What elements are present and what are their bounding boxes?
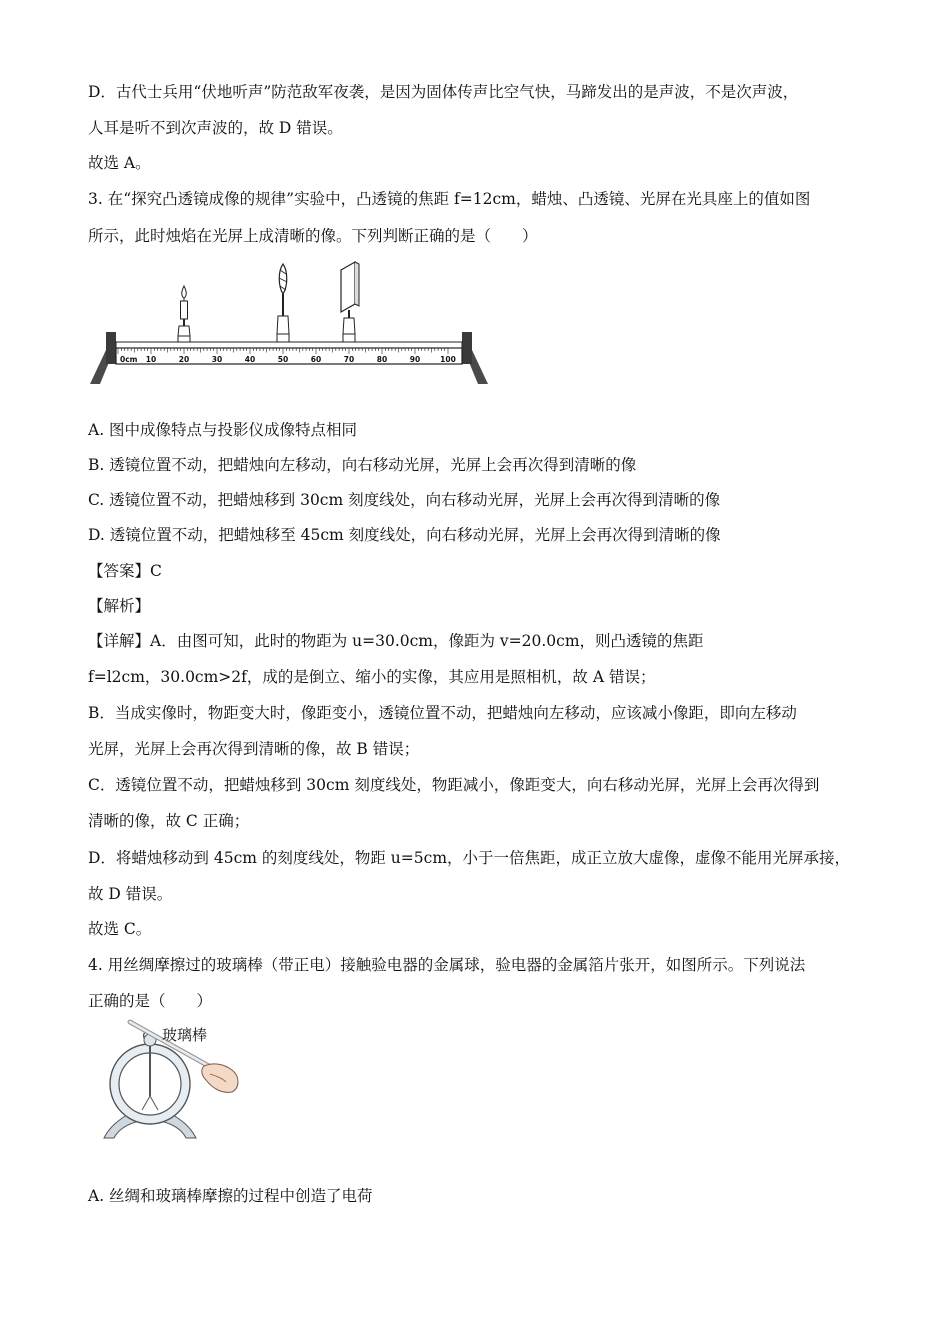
ruler-tick-label: 80	[376, 355, 388, 364]
q4-stem-line2: 正确的是（ ）	[88, 992, 213, 1010]
q3-option-c: C. 透镜位置不动，把蜡烛移到 30cm 刻度线处，向右移动光屏，光屏上会再次得到清晰的像	[88, 491, 721, 509]
q3-option-b: B. 透镜位置不动，把蜡烛向左移动，向右移动光屏，光屏上会再次得到清晰的像	[88, 456, 637, 474]
ruler-tick-label: 90	[409, 355, 421, 364]
q4-stem-line1: 4. 用丝绸摩擦过的玻璃棒（带正电）接触验电器的金属球，验电器的金属箔片张开，如图所示。下列说法	[88, 956, 806, 974]
optical-bench-figure	[86, 256, 492, 390]
q3-explain-d-line1: D．将蜡烛移动到 45cm 的刻度线处，物距 u=5cm，小于一倍焦距，成正立放大虚像，虚像不能用光屏承接，	[88, 849, 851, 867]
rail-top	[116, 342, 462, 348]
q3-analysis-label: 【解析】	[88, 597, 151, 615]
ruler-tick-label: 40	[244, 355, 256, 364]
ruler-tick-label: 50	[277, 355, 289, 364]
q3-explain-c-line2: 清晰的像，故 C 正确；	[88, 812, 250, 830]
q3-explain-d-line2: 故 D 错误。	[88, 885, 173, 903]
q3-stem-line2: 所示，此时烛焰在光屏上成清晰的像。下列判断正确的是（ ）	[88, 227, 538, 245]
q3-answer-choice: 故选 C。	[88, 920, 152, 938]
q2-option-d-line1: D．古代士兵用“伏地听声”防范敌军夜袭，是因为固体传声比空气快，马蹄发出的是声波，不是次声波，	[88, 83, 799, 101]
ruler-tick-label: 30	[211, 355, 223, 364]
convex-lens	[277, 264, 289, 342]
ruler-tick-label: 100	[440, 355, 456, 364]
q3-explain-b-line1: B．当成实像时，物距变大时，像距变小，透镜位置不动，把蜡烛向左移动，应该减小像距，即向左移动	[88, 704, 797, 722]
q2-option-d-line2: 人耳是听不到次声波的，故 D 错误。	[88, 119, 343, 137]
ruler-tick-label: 20	[178, 355, 190, 364]
q3-stem-line1: 3. 在“探究凸透镜成像的规律”实验中，凸透镜的焦距 f=12cm，蜡烛、凸透镜、光屏在光具座上的值如图	[88, 190, 811, 208]
q3-explain-a-line2: f=l2cm，30.0cm>2f，成的是倒立、缩小的实像，其应用是照相机，故 A 错误；	[88, 668, 656, 686]
q3-option-a: A. 图中成像特点与投影仪成像特点相同	[88, 421, 358, 439]
electroscope-figure	[84, 1018, 244, 1162]
glass-rod-label: 玻璃棒	[162, 1026, 208, 1044]
q3-explain-b-line2: 光屏，光屏上会再次得到清晰的像，故 B 错误；	[88, 740, 420, 758]
q3-option-d: D. 透镜位置不动，把蜡烛移至 45cm 刻度线处，向右移动光屏，光屏上会再次得到清晰的像	[88, 526, 721, 544]
left-end-post	[106, 332, 116, 364]
q3-answer: 【答案】C	[88, 562, 162, 580]
right-end-post	[462, 332, 472, 364]
ruler-tick-label: 60	[310, 355, 322, 364]
q4-option-a: A. 丝绸和玻璃棒摩擦的过程中创造了电荷	[88, 1187, 373, 1205]
q3-explain-a-line1: 【详解】A．由图可知，此时的物距为 u=30.0cm，像距为 v=20.0cm，则凸透镜的焦距	[88, 632, 704, 650]
candle	[178, 286, 190, 342]
ruler-tick-label: 10	[145, 355, 157, 364]
q3-explain-c-line1: C．透镜位置不动，把蜡烛移到 30cm 刻度线处，物距减小，像距变大，向右移动光屏，光屏上会再次得到	[88, 776, 820, 794]
light-screen	[341, 262, 359, 342]
ruler-tick-label: 0cm	[120, 355, 138, 364]
q2-answer-choice: 故选 A。	[88, 154, 151, 172]
ruler-tick-label: 70	[343, 355, 355, 364]
